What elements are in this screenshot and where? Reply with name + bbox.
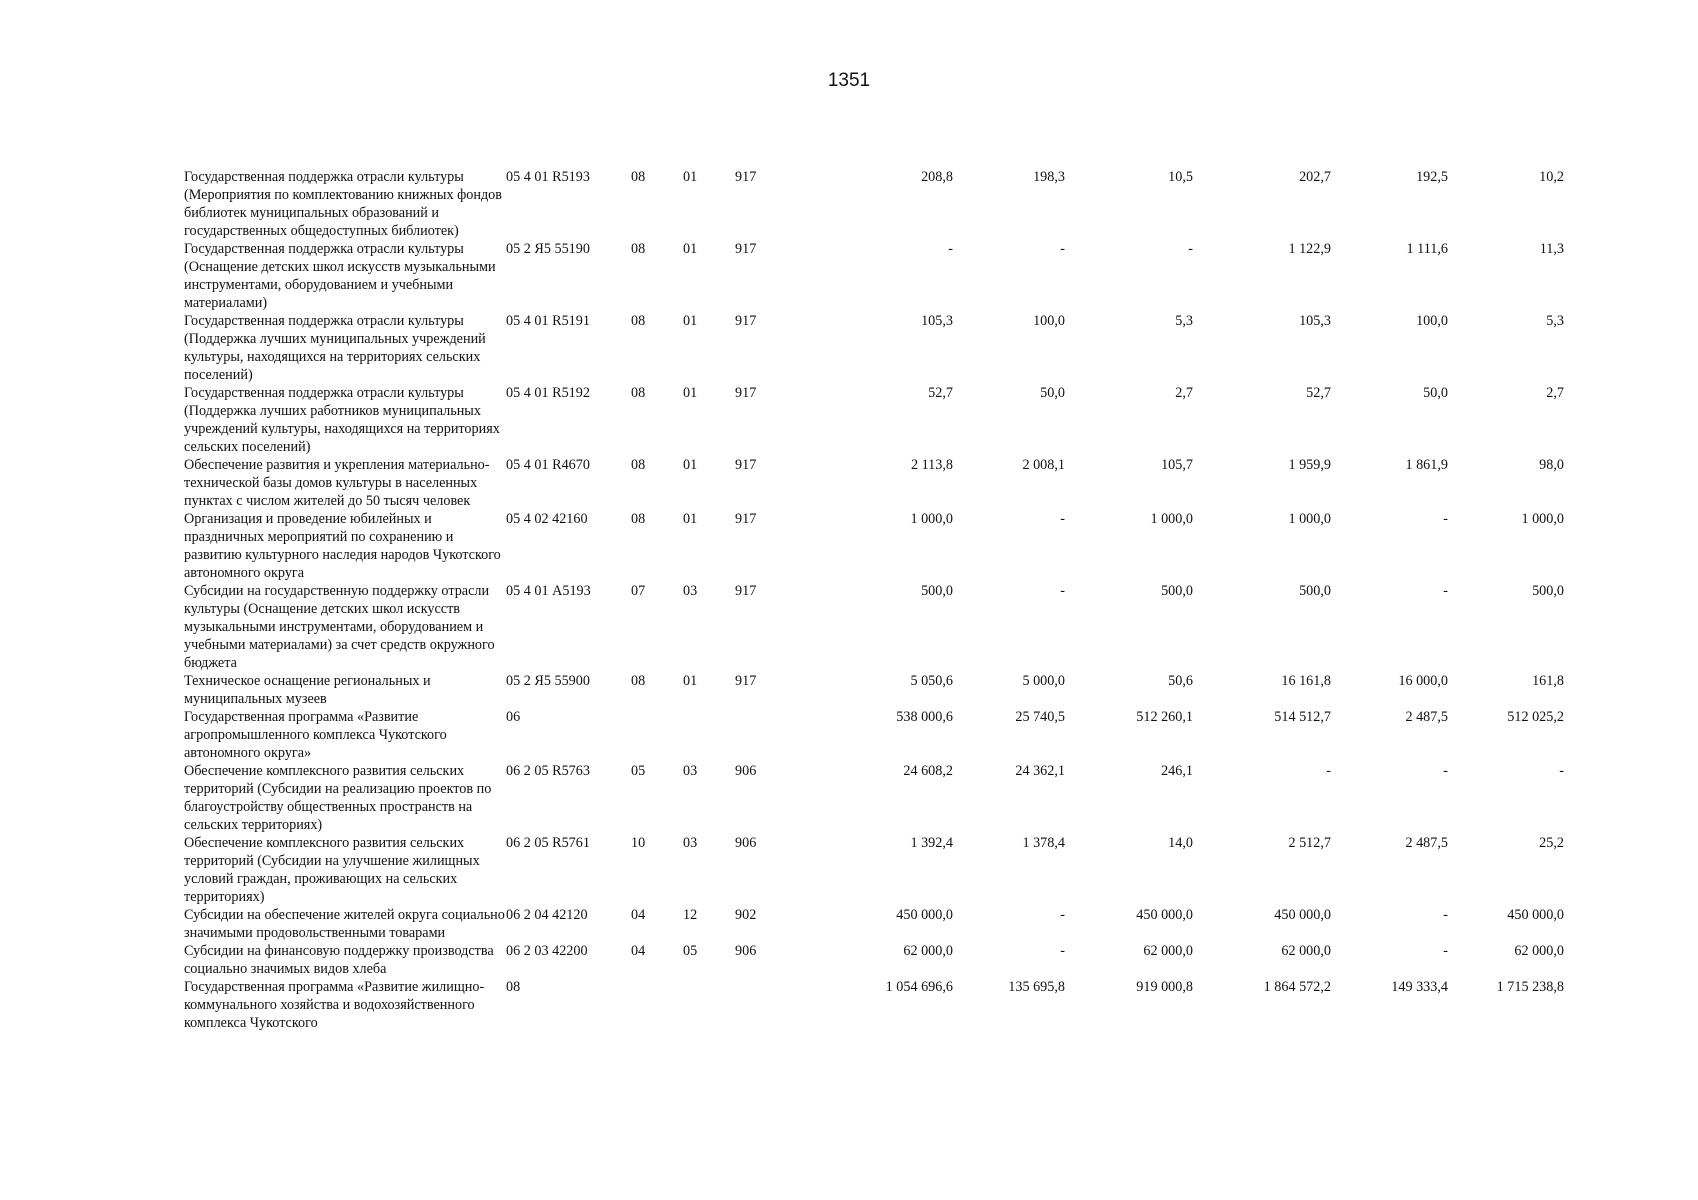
row-value-6: 1 715 238,8 (1496, 979, 1564, 995)
row-value-4: 500,0 (1299, 583, 1331, 599)
row-target-code: 05 2 Я5 55900 (506, 673, 590, 689)
row-target-code: 06 2 05 R5763 (506, 763, 590, 779)
row-value-6: 450 000,0 (1507, 907, 1564, 923)
row-section-code (631, 978, 683, 1032)
table-row (184, 582, 1564, 672)
row-value-4: 1 122,9 (1288, 241, 1331, 257)
row-value-1: 62 000,0 (903, 943, 953, 959)
row-value-6: 98,0 (1539, 457, 1564, 473)
row-administrator-code: 902 (735, 907, 757, 923)
row-name: Государственная программа «Развитие агропромышленного комплекса Чукотского автономного округа» (184, 709, 447, 761)
row-value-4: 450 000,0 (1274, 907, 1331, 923)
row-target-code: 06 2 04 42120 (506, 907, 588, 923)
row-value-2: 25 740,5 (1015, 709, 1065, 725)
row-subsection-code: 03 (683, 583, 698, 599)
row-value-2: - (1060, 583, 1065, 599)
table-row (184, 942, 1564, 978)
row-value-1: 52,7 (928, 385, 953, 401)
row-target-code: 06 2 05 R5761 (506, 835, 590, 851)
row-target-code: 05 4 01 R5193 (506, 169, 590, 185)
row-name: Государственная поддержка отрасли культуры (Поддержка лучших муниципальных учреждений культуры, находящихся на территориях сельских поселений) (184, 313, 486, 383)
row-value-5: 16 000,0 (1398, 673, 1448, 689)
row-value-5: 2 487,5 (1405, 709, 1448, 725)
row-value-4: 2 512,7 (1288, 835, 1331, 851)
row-section-code: 08 (631, 313, 646, 329)
row-value-2: 5 000,0 (1022, 673, 1065, 689)
row-value-3: 1 000,0 (1150, 511, 1193, 527)
row-value-3: - (1188, 241, 1193, 257)
row-value-3: 10,5 (1168, 169, 1193, 185)
row-administrator-code: 917 (735, 457, 757, 473)
row-name: Государственная поддержка отрасли культуры (Оснащение детских школ искусств музыкальными инструментами, оборудованием и учебными материалами) (184, 241, 496, 311)
row-name: Государственная поддержка отрасли культуры (Мероприятия по комплектованию книжных фондов библиотек муниципальных образований и государственных общедоступных библиотек) (184, 169, 502, 239)
row-value-3: 919 000,8 (1136, 979, 1193, 995)
row-value-2: 50,0 (1040, 385, 1065, 401)
page-number: 1351 (827, 70, 871, 91)
row-target-code: 05 4 01 R4670 (506, 457, 590, 473)
row-section-code: 07 (631, 583, 646, 599)
row-value-6: - (1559, 763, 1564, 779)
row-value-6: 161,8 (1532, 673, 1564, 689)
row-value-6: 10,2 (1539, 169, 1564, 185)
row-section-code: 08 (631, 385, 646, 401)
row-section-code (631, 708, 683, 762)
row-value-4: 514 512,7 (1274, 709, 1331, 725)
row-target-code: 06 (506, 709, 521, 725)
row-name: Субсидии на государственную поддержку отрасли культуры (Оснащение детских школ искусств музыкальными инструментами, оборудованием и учебными материалами) за счет средств окружного бюджета (184, 583, 495, 671)
row-value-6: 2,7 (1546, 385, 1564, 401)
row-subsection-code (683, 978, 735, 1032)
row-administrator-code: 917 (735, 241, 757, 257)
row-administrator-code (735, 708, 795, 762)
row-target-code: 05 4 01 А5193 (506, 583, 591, 599)
row-value-3: 246,1 (1161, 763, 1193, 779)
table-row (184, 312, 1564, 384)
row-value-5: 149 333,4 (1391, 979, 1448, 995)
row-administrator-code: 917 (735, 583, 757, 599)
row-value-4: - (1326, 763, 1331, 779)
row-value-5: - (1443, 763, 1448, 779)
row-value-3: 450 000,0 (1136, 907, 1193, 923)
row-value-1: 1 000,0 (910, 511, 953, 527)
row-value-3: 105,7 (1161, 457, 1193, 473)
row-name: Субсидии на обеспечение жителей округа социально значимыми продовольственными товарами (184, 907, 505, 941)
row-name: Организация и проведение юбилейных и праздничных мероприятий по сохранению и развитию культурного наследия народов Чукотского автономного округа (184, 511, 501, 581)
row-value-6: 11,3 (1539, 241, 1564, 257)
row-value-5: - (1443, 583, 1448, 599)
row-value-6: 62 000,0 (1514, 943, 1564, 959)
row-value-4: 202,7 (1299, 169, 1331, 185)
table-row (184, 762, 1564, 834)
row-value-5: - (1443, 511, 1448, 527)
row-value-6: 5,3 (1546, 313, 1564, 329)
row-section-code: 04 (631, 907, 646, 923)
row-section-code: 04 (631, 943, 646, 959)
row-section-code: 08 (631, 169, 646, 185)
table-row (184, 168, 1564, 240)
row-section-code: 10 (631, 835, 646, 851)
row-value-4: 105,3 (1299, 313, 1331, 329)
row-value-3: 512 260,1 (1136, 709, 1193, 725)
row-name: Техническое оснащение региональных и муниципальных музеев (184, 673, 431, 707)
row-subsection-code: 12 (683, 907, 698, 923)
row-name: Субсидии на финансовую поддержку производства социально значимых видов хлеба (184, 943, 494, 977)
table-row (184, 708, 1564, 762)
row-name: Обеспечение развития и укрепления материально-технической базы домов культуры в населенных пунктах с числом жителей до 50 тысяч человек (184, 457, 490, 509)
table-row (184, 384, 1564, 456)
budget-table (184, 168, 1564, 1032)
row-value-2: - (1060, 943, 1065, 959)
row-name: Государственная поддержка отрасли культуры (Поддержка лучших работников муниципальных учреждений культуры, находящихся на территориях сельских поселений) (184, 385, 500, 455)
row-value-6: 512 025,2 (1507, 709, 1564, 725)
row-value-2: 198,3 (1033, 169, 1065, 185)
row-value-1: 2 113,8 (910, 457, 953, 473)
row-value-2: 135 695,8 (1008, 979, 1065, 995)
row-value-1: - (948, 241, 953, 257)
row-name: Государственная программа «Развитие жилищно-коммунального хозяйства и водохозяйственного комплекса Чукотского (184, 979, 485, 1031)
row-value-2: 1 378,4 (1022, 835, 1065, 851)
table-row (184, 456, 1564, 510)
row-section-code: 05 (631, 763, 646, 779)
row-subsection-code: 05 (683, 943, 698, 959)
row-value-1: 500,0 (921, 583, 953, 599)
row-value-5: - (1443, 943, 1448, 959)
row-value-1: 208,8 (921, 169, 953, 185)
row-value-5: 50,0 (1423, 385, 1448, 401)
row-value-1: 538 000,6 (896, 709, 953, 725)
row-value-3: 500,0 (1161, 583, 1193, 599)
row-value-1: 1 392,4 (910, 835, 953, 851)
row-value-6: 1 000,0 (1521, 511, 1564, 527)
row-name: Обеспечение комплексного развития сельских территорий (Субсидии на улучшение жилищных условий граждан, проживающих на сельских территориях) (184, 835, 480, 905)
row-value-4: 16 161,8 (1281, 673, 1331, 689)
table-row (184, 906, 1564, 942)
row-administrator-code: 917 (735, 511, 757, 527)
row-value-1: 1 054 696,6 (885, 979, 953, 995)
row-section-code: 08 (631, 241, 646, 257)
row-value-1: 105,3 (921, 313, 953, 329)
row-subsection-code: 01 (683, 241, 698, 257)
row-subsection-code: 03 (683, 763, 698, 779)
row-subsection-code: 01 (683, 511, 698, 527)
row-value-1: 5 050,6 (910, 673, 953, 689)
row-value-5: 1 861,9 (1405, 457, 1448, 473)
row-value-3: 62 000,0 (1143, 943, 1193, 959)
row-target-code: 08 (506, 979, 521, 995)
row-value-1: 450 000,0 (896, 907, 953, 923)
row-value-1: 24 608,2 (903, 763, 953, 779)
row-value-6: 500,0 (1532, 583, 1564, 599)
row-target-code: 06 2 03 42200 (506, 943, 588, 959)
row-value-2: 100,0 (1033, 313, 1065, 329)
row-value-5: 192,5 (1416, 169, 1448, 185)
row-value-2: 2 008,1 (1022, 457, 1065, 473)
row-value-4: 1 959,9 (1288, 457, 1331, 473)
row-value-5: - (1443, 907, 1448, 923)
row-value-4: 1 864 572,2 (1263, 979, 1331, 995)
row-administrator-code: 917 (735, 385, 757, 401)
row-value-3: 14,0 (1168, 835, 1193, 851)
row-administrator-code (735, 978, 795, 1032)
row-value-3: 2,7 (1175, 385, 1193, 401)
row-value-4: 52,7 (1306, 385, 1331, 401)
table-row (184, 510, 1564, 582)
row-target-code: 05 2 Я5 55190 (506, 241, 590, 257)
row-administrator-code: 906 (735, 943, 757, 959)
row-subsection-code (683, 708, 735, 762)
row-target-code: 05 4 02 42160 (506, 511, 588, 527)
row-section-code: 08 (631, 457, 646, 473)
row-value-4: 62 000,0 (1281, 943, 1331, 959)
row-section-code: 08 (631, 673, 646, 689)
row-subsection-code: 01 (683, 313, 698, 329)
row-subsection-code: 01 (683, 169, 698, 185)
row-value-6: 25,2 (1539, 835, 1564, 851)
row-administrator-code: 917 (735, 313, 757, 329)
table-row (184, 672, 1564, 708)
row-name: Обеспечение комплексного развития сельских территорий (Субсидии на реализацию проектов по благоустройству общественных пространств на сельских территориях) (184, 763, 492, 833)
row-value-2: - (1060, 907, 1065, 923)
row-target-code: 05 4 01 R5191 (506, 313, 590, 329)
table-row (184, 834, 1564, 906)
row-subsection-code: 03 (683, 835, 698, 851)
row-subsection-code: 01 (683, 673, 698, 689)
row-value-3: 5,3 (1175, 313, 1193, 329)
row-administrator-code: 917 (735, 169, 757, 185)
row-administrator-code: 917 (735, 673, 757, 689)
table-row (184, 240, 1564, 312)
row-administrator-code: 906 (735, 835, 757, 851)
row-value-2: - (1060, 511, 1065, 527)
row-subsection-code: 01 (683, 385, 698, 401)
row-value-5: 100,0 (1416, 313, 1448, 329)
row-value-5: 2 487,5 (1405, 835, 1448, 851)
row-administrator-code: 906 (735, 763, 757, 779)
row-value-2: 24 362,1 (1015, 763, 1065, 779)
row-target-code: 05 4 01 R5192 (506, 385, 590, 401)
row-section-code: 08 (631, 511, 646, 527)
row-value-4: 1 000,0 (1288, 511, 1331, 527)
table-row (184, 978, 1564, 1032)
row-value-5: 1 111,6 (1406, 241, 1448, 257)
row-value-3: 50,6 (1168, 673, 1193, 689)
row-subsection-code: 01 (683, 457, 698, 473)
row-value-2: - (1060, 241, 1065, 257)
